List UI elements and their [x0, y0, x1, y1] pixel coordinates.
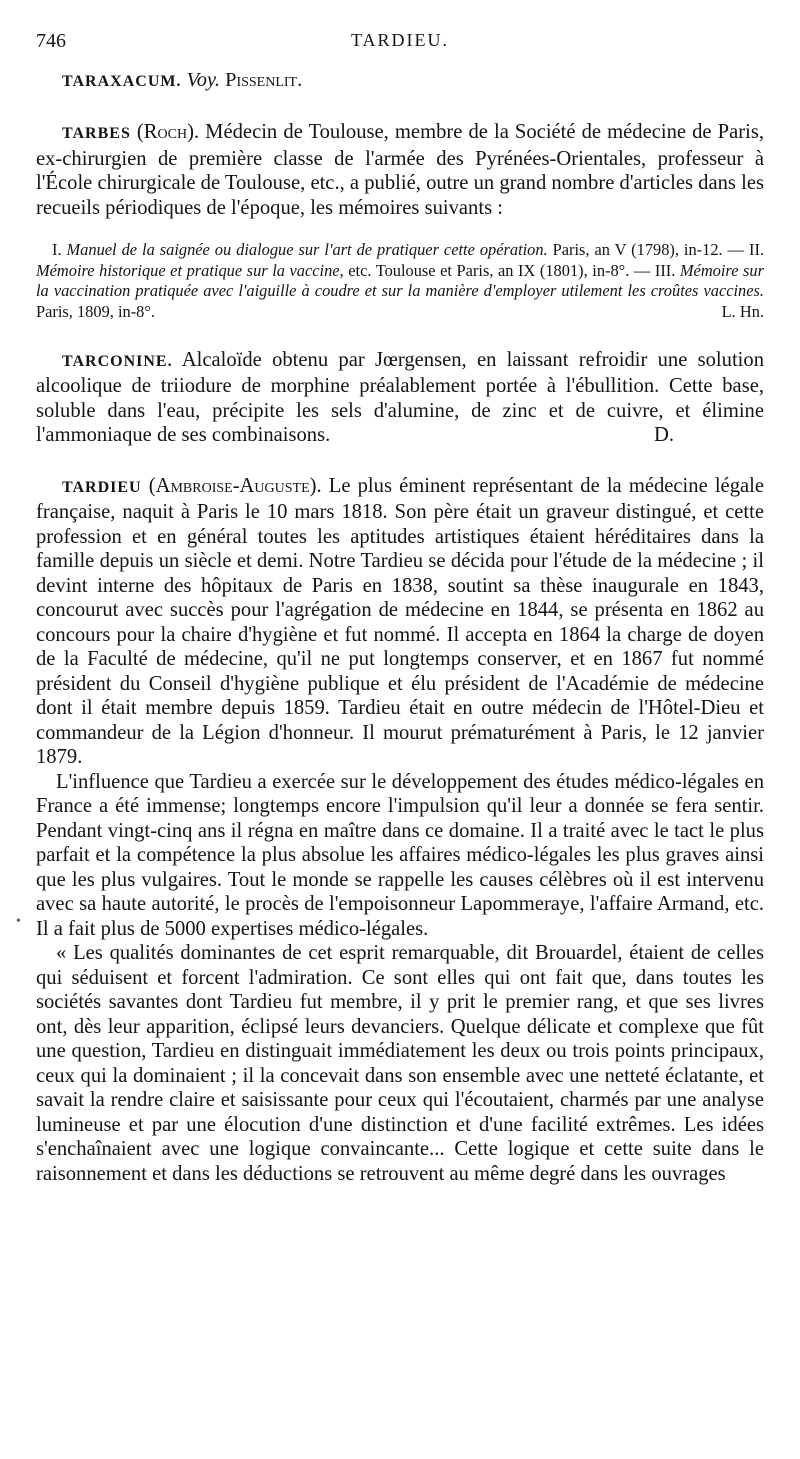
entry-head-tarconine: TARCONINE. — [62, 352, 173, 370]
tarbes-text: ). Médecin de Toulouse, membre de la Société de médecine de Paris, ex-chirurgien de première classe de l'armée des Pyrénées-Orientales, professeur à l'École chirurgicale de Toulouse, etc., a publié, outre un grand nombre d'articles dans les recueils périodiques de l'époque, les mémoires suivants : — [36, 121, 764, 219]
entry-head-tardieu: TARDIEU — [62, 478, 142, 496]
tardieu-text-1: ). Le plus éminent représentant de la médecine légale française, naquit à Paris le 10 mars 1818. Son père était un graveur distingué, et cette profession et en général toutes les aptitudes artistiques étaient héréditaires dans la famille depuis un siècle et demi. Notre Tardieu se décida pour l'étude de la médecine ; il devint interne des hôpitaux de Paris en 1838, soutint sa thèse inaugurale en 1843, concourut avec succès pour l'agrégation de médecine en 1844, se présenta en 1862 au concours pour la chaire d'hygiène et fut nommé. Il accepta en 1864 la charge de doyen de la Faculté de médecine, qu'il ne put longtemps conserver, et en 1867 fut nommé président du Conseil d'hygiène publique et élu président de l'Académie de médecine dont il était membre depuis 1859. Tardieu était en outre médecin de l'Hôtel-Dieu et commandeur de la Légion d'honneur. Il mourut prématurément à Paris, le 12 janvier 1879. — [36, 474, 764, 769]
entry-tarbes — [36, 120, 764, 220]
ref-title-3: Mémoire sur la vaccination pratiquée avec l'aiguille à coudre et sur la manière d'employer utilement les croûtes vaccines. — [36, 260, 764, 301]
ref-publication-1: Paris, an V (1798), in-12. — — [547, 240, 749, 260]
entry-taraxacum — [36, 68, 764, 94]
margin-mark: • — [16, 914, 21, 929]
author-signature: L. Hn. — [721, 301, 764, 321]
entry-tarconine — [36, 348, 764, 448]
ref-publication-3: Paris, 1809, in-8°. — [36, 301, 156, 321]
ref-number-3: III. — [654, 260, 680, 280]
ref-title-1: Manuel de la saignée ou dialogue sur l'art de pratiquer cette opération. — [66, 240, 548, 260]
tardieu-paren-open: ( — [141, 474, 156, 497]
cross-reference: Pissenlit. — [225, 69, 303, 91]
tardieu-forenames: Ambroise-Auguste — [155, 474, 310, 497]
voy-label: Voy. — [186, 69, 220, 91]
tarbes-forename: Roch — [143, 121, 188, 144]
entry-tardieu-p3: « Les qualités dominantes de cet esprit remarquable, dit Brouardel, étaient de celles qui séduisent et forcent l'admiration. Ce sont elles qui ont fait que, dans toutes les sociétés savantes dont Tardieu fut membre, il y prit le premier rang, et que ses livres ont, dès leur apparition, éclipsé leurs devanciers. Quelque délicate et complexe que fût une question, Tardieu en distinguait immédiatement les deux ou trois points principaux, ceux qui la dominaient ; il la concevait dans son ensemble avec une netteté éclatante, et savait la rendre claire et saisissante pour ceux qui l'écoutaient, charmés par une analyse lumineuse et par une élocution d'une distinction et d'une facilité extrêmes. Les idées s'enchaînaient avec une logique convaincante... Cette logique et cette suite dans le raisonnement et dans les déductions se retrouvent au même degré dans les ouvrages — [36, 942, 764, 1185]
ref-publication-2: etc. Toulouse et Paris, an IX (1801), in-8°. — — [343, 260, 655, 280]
page-number: 746 — [36, 30, 66, 52]
author-signature: D. — [653, 424, 674, 447]
tarconine-text: Alcaloïde obtenu par Jœrgensen, en laissant refroidir une solution alcoolique de triiodure de morphine préalablement portée à l'ébullition. Cette base, soluble dans l'eau, précipite les sels d'alumine, de zinc et de cuivre, et élimine l'ammoniaque de ses combinaisons. — [36, 348, 764, 447]
tarbes-bibliography — [36, 240, 764, 322]
ref-number-1: I. — [52, 240, 67, 260]
entry-head-taraxacum: TARAXACUM. — [62, 73, 182, 90]
entry-tardieu-p2: L'influence que Tardieu a exercée sur le développement des études médico-légales en France a été immense; longtemps encore l'impulsion qu'il leur a donnée se fera sentir. Pendant vingt-cinq ans il régna en maître dans ce domaine. Il a traité avec le tact le plus parfait et la compétence la plus absolue les affaires médico-légales les plus graves ainsi que les plus vulgaires. Tout le monde se rappelle les causes célèbres où il est intervenu avec sa haute autorité, le procès de l'empoisonneur Lapommeraye, l'affaire Armand, etc. Il a fait plus de 5000 expertises médico-légales. — [36, 770, 764, 940]
running-head — [36, 30, 764, 60]
entry-tardieu-p1 — [36, 474, 764, 770]
ref-number-2: II. — [748, 240, 764, 260]
tarbes-paren-open: ( — [130, 121, 144, 144]
ref-title-2: Mémoire historique et pratique sur la vaccine, — [36, 260, 344, 280]
entry-head-tarbes: TARBES — [62, 125, 131, 143]
running-title: TARDIEU. — [350, 30, 450, 50]
